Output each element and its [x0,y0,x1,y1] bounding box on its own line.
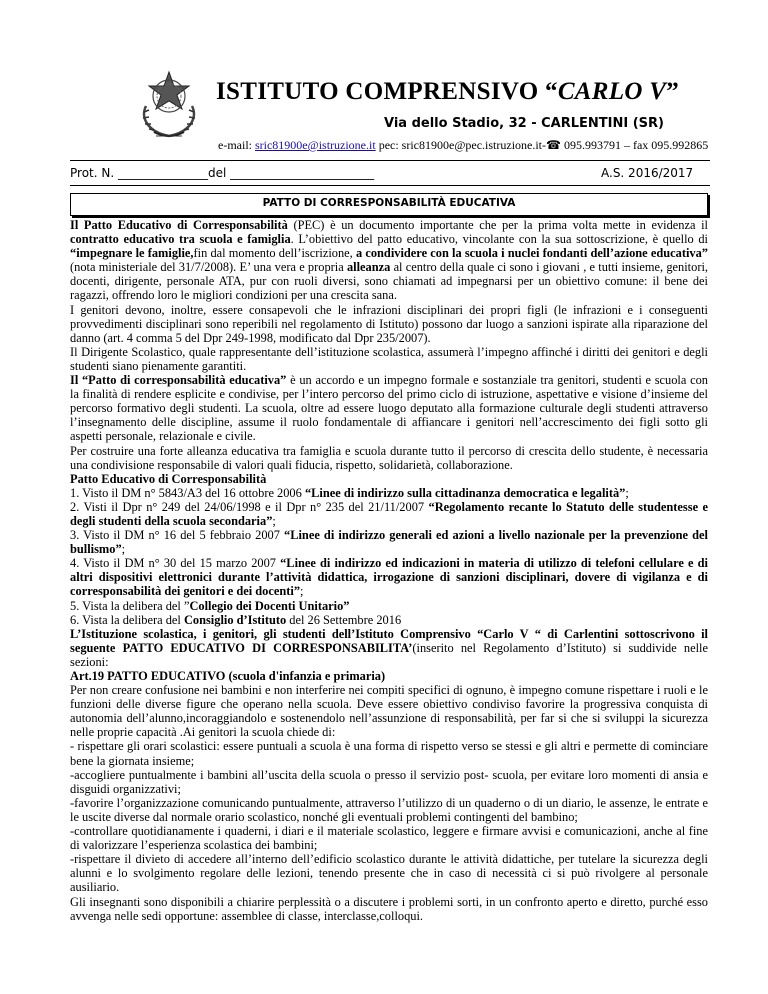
body-text-run: -rispettare il divieto di accedere all’interno dell’edificio scolastico durante le attività didattiche, per tutelare la sicurezza degli alunni e lo svolgimento regolare delle lezioni, tenendo presente che in caso di necessità ci si può rivolgere al personale ausiliario. [70,852,708,895]
school-title [216,78,679,106]
body-text-run: Gli insegnanti sono disponibili a chiarire perplessità o a discutere i problemi sorti, in un confronto aperto e diretto, purché esso avvenga nelle sedi opportune: assemblee di classe, interclasse,colloqui. [70,894,708,923]
body-paragraph [70,556,708,598]
document-body [70,218,708,923]
body-text-run: - rispettare gli orari scolastici: essere puntuali a scuola è una forma di rispetto verso se stessi e gli altri e permette di cominciare bene la giornata insieme; [70,739,708,768]
body-paragraph [70,796,708,824]
bold-text: Il Patto Educativo di Corresponsabilità [70,218,288,232]
contact-line [218,138,708,153]
body-paragraph [70,500,708,528]
body-paragraph [70,345,708,373]
body-paragraph [70,486,708,500]
pec-text: pec: sric81900e@pec.istruzione.it- [375,138,547,152]
body-text-run: al centro della quale ci sono i giovani , e tutti insieme, genitori, docenti, dirigente, personale ATA, pur con ruoli diversi, sono chiamati ad impegnarsi per un obiettivo comune: il bene dei ragazzi, offrendo loro le migliori condizioni per una crescita sana. [70,260,708,303]
body-text-run: 3. Visto il DM n° 16 del 5 febbraio 2007 [70,528,285,543]
body-paragraph [70,739,708,767]
body-text-run: (inserito nel Regolamento d’Istituto) si suddivide nelle sezioni: [70,640,708,669]
body-text-run: del 26 Settembre 2016 [286,612,402,627]
bold-text: Art.19 PATTO EDUCATIVO (scuola d'infanzia e primaria) [70,669,386,683]
body-text-run: è un accordo e un impegno formale e sostanziale tra genitori, studenti e scuola con la finalità di rendere esplicite e condivise, per l’intero percorso del primo ciclo di istruzione, aspettative e visione d’insieme del percorso formativo degli studenti. La scuola, oltre ad essere luogo deputato alla formazione culturale degli studenti attraverso l’insegnamento delle discipline, assume il ruolo fondamentale di affiancare i genitori nell’accrescimento dei figli sotto gli aspetti personale, relazionale e civile. [70,373,708,444]
body-text-run: ; [300,584,304,599]
body-paragraph [70,444,708,472]
body-text-run: (PEC) è un documento importante che per la prima volta mette in evidenza il [287,218,708,232]
bold-text: alleanza [346,260,391,275]
body-text-run: (nota ministeriale del 31/7/2008). E’ una vera e propria [70,260,347,275]
school-title-main: ISTITUTO COMPRENSIVO “ [216,78,558,105]
email-link[interactable]: sric81900e@istruzione.it [254,138,376,152]
body-text-run: . L’obiettivo del patto educativo, vincolante con la sua sottoscrizione, è quello di [290,232,708,247]
body-text-run: ; [272,513,276,528]
body-text-run: -controllare quotidianamente i quaderni, i diari e il materiale scolastico, leggere e firmare avvisi e comunicazioni, anche al fine di valorizzare l’esperienza scolastica dei bambini; [70,824,708,853]
bold-text: contratto educativo tra scuola e famiglia [70,232,291,247]
body-paragraph [70,824,708,852]
school-title-close: ” [666,78,680,105]
body-paragraph [70,895,708,923]
body-paragraph [70,528,708,556]
body-text-run: ; [625,485,629,500]
bold-text: Il “Patto di corresponsabilità educativa” [70,373,287,388]
protocol-divider [70,185,710,186]
body-text-run: Per non creare confusione nei bambini e non interferire nei compiti specifici di ognuno, è impegno comune rispettare i ruoli e le funzioni delle diverse figure che operano nella scuola. Deve essere obiettivo condiviso favorire la progressiva conquista di autonomia dell’alunno,incoraggiandolo e sostenendolo nell’assunzione di responsabilità, per far si che si sviluppi la sicurezza nelle proprie capacità .Ai genitori la scuola chiede di: [70,683,708,740]
bold-text: a condividere con la scuola i nuclei fondanti dell’azione educativa” [355,246,708,261]
school-title-name: CARLO V [557,78,667,105]
school-address: Via dello Stadio, 32 - CARLENTINI (SR) [384,116,664,131]
bold-text: Consiglio d’Istituto [183,612,287,627]
body-paragraph [70,852,708,894]
bold-text: Collegio dei Docenti Unitario” [189,598,350,613]
body-paragraph [70,669,708,683]
body-paragraph [70,613,708,627]
body-text-run: 6. Vista la delibera del [70,612,184,627]
email-label: e-mail: [218,138,255,152]
bold-text: “Linee di indirizzo ed indicazioni in materia di utilizzo di telefoni cellulare e di altri dispositivi elettronici durante l’attività didattica, irrogazione di sanzioni disciplinari, dovere di vigilanza e di corresponsabilità dei genitori e dei docenti” [70,556,708,599]
header-divider [70,160,710,161]
body-text-run: -accogliere puntualmente i bambini all’uscita della scuola o presso il servizio post- scuola, per evitare loro momenti di ansia e disguidi organizzativi; [70,767,708,796]
body-text-run: Per costruire una forte alleanza educativa tra famiglia e scuola durante tutto il percorso di crescita dello studente, è necessaria una condivisione responsabile di valori quali fiducia, rispetto, solidarietà, collaborazione. [70,443,708,472]
body-paragraph [70,599,708,613]
bold-text: “impegnare le famiglie, [70,246,194,261]
body-text-run: I genitori devono, inoltre, essere consapevoli che le infrazioni disciplinari dei propri figli (le infrazioni e i conseguenti provvedimenti disciplinari sono reperibili nel regolamento di Istituto) possono dar luogo a sanzioni ispirate alla riparazione del danno (art. 4 comma 5 del Dpr 249-1998, modificato dal Dpr 235/2007). [70,302,708,345]
bold-text: L’Istituzione scolastica, i genitori, gli studenti dell’Istituto Comprensivo “Carlo V “ di Carlentini sottoscrivono il seguente PATTO EDUCATIVO DI CORRESPONSABILITA’ [70,626,708,655]
body-paragraph [70,218,708,303]
body-paragraph [70,683,708,739]
bold-text: Patto Educativo di Corresponsabilità [70,471,267,486]
phone-fax-text: 095.993791 – fax 095.992865 [560,138,709,152]
body-text-run: fin dal momento dell’iscrizione, [193,246,356,261]
body-paragraph [70,472,708,486]
protocol-line: Prot. N. _______________del ________________________ [70,166,375,180]
telephone-icon: ☎ [546,138,561,152]
bold-text: “Linee di indirizzo sulla cittadinanza democratica e legalità” [304,485,626,500]
body-text-run: 5. Vista la delibera del ” [70,598,190,613]
body-paragraph [70,627,708,669]
bold-text: “Regolamento recante lo Statuto delle studentesse e degli studenti della scuola secondaria” [70,499,708,528]
body-text-run: 2. Visti il Dpr n° 249 del 24/06/1998 e il Dpr n° 235 del 21/11/2007 [70,499,429,514]
body-text-run: Il Dirigente Scolastico, quale rappresentante dell’istituzione scolastica, assumerà l’impegno affinché i diritti dei genitori e degli studenti siano pienamente garantiti. [70,344,708,373]
italian-republic-emblem-icon [134,66,204,142]
school-year: A.S. 2016/2017 [601,166,694,180]
body-text-run: -favorire l’organizzazione comunicando puntualmente, attraverso l’utilizzo di un quaderno o di un diario, le assenze, le entrate e le uscite diverse dal normale orario scolastico, nonché gli eventuali problemi contingenti del bambino; [70,795,708,824]
body-paragraph [70,303,708,345]
body-text-run: ; [121,542,126,557]
body-paragraph [70,373,708,443]
section-title-box [70,193,708,216]
bold-text: “Linee di indirizzo generali ed azioni a livello nazionale per la prevenzione del bullismo” [70,528,708,557]
body-text-run: 4. Visto il DM n° 30 del 15 marzo 2007 [70,556,281,571]
body-paragraph [70,768,708,796]
body-text-run: 1. Visto il DM n° 5843/A3 del 16 ottobre 2006 [70,485,305,500]
section-title: PATTO DI CORRESPONSABILITÀ EDUCATIVA [262,197,516,209]
